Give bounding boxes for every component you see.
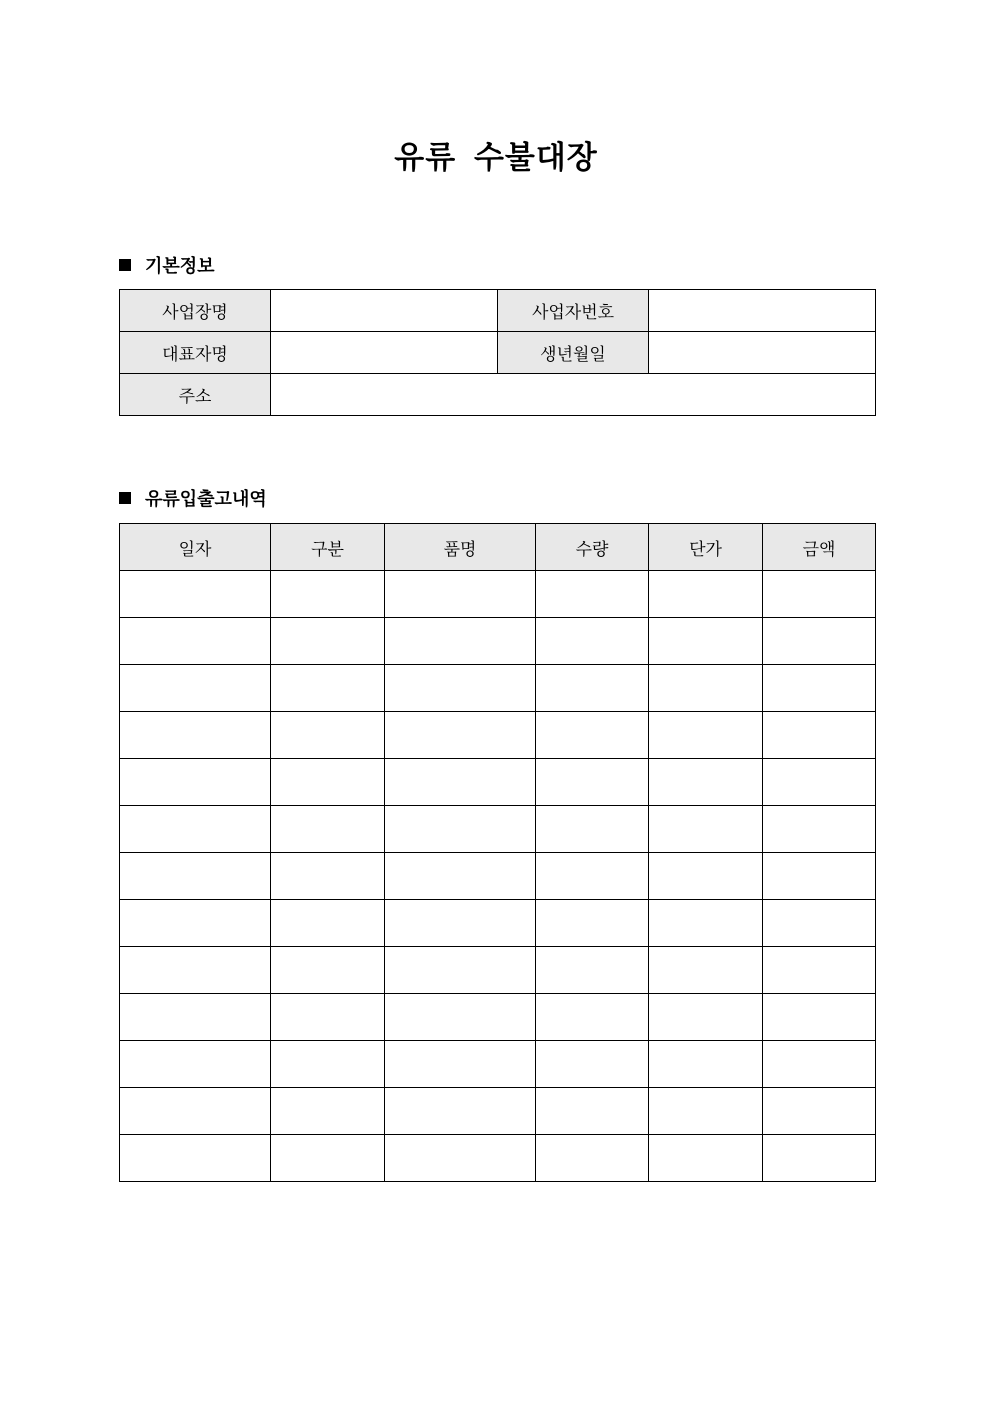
- cell-type[interactable]: [271, 571, 385, 618]
- cell-type[interactable]: [271, 759, 385, 806]
- table-row: [120, 618, 876, 665]
- cell-type[interactable]: [271, 665, 385, 712]
- business-number-field[interactable]: [649, 290, 876, 332]
- table-row: [120, 900, 876, 947]
- ledger-heading: [119, 486, 267, 510]
- info-row-business: [120, 290, 876, 332]
- cell-amount[interactable]: [763, 1041, 876, 1088]
- cell-amount[interactable]: [763, 900, 876, 947]
- cell-unit-price[interactable]: [649, 994, 763, 1041]
- cell-date[interactable]: [120, 1088, 271, 1135]
- cell-type[interactable]: [271, 947, 385, 994]
- cell-date[interactable]: [120, 665, 271, 712]
- table-row: [120, 759, 876, 806]
- cell-date[interactable]: [120, 806, 271, 853]
- cell-date[interactable]: [120, 571, 271, 618]
- cell-quantity[interactable]: [536, 806, 649, 853]
- table-row: [120, 947, 876, 994]
- cell-date[interactable]: [120, 618, 271, 665]
- cell-unit-price[interactable]: [649, 900, 763, 947]
- cell-unit-price[interactable]: [649, 665, 763, 712]
- square-bullet-icon: [119, 259, 131, 271]
- cell-amount[interactable]: [763, 947, 876, 994]
- cell-item[interactable]: [385, 1041, 536, 1088]
- birthdate-field[interactable]: [649, 332, 876, 374]
- table-row: [120, 853, 876, 900]
- representative-field[interactable]: [271, 332, 498, 374]
- cell-amount[interactable]: [763, 853, 876, 900]
- cell-unit-price[interactable]: [649, 571, 763, 618]
- representative-label: 대표자명: [120, 332, 271, 374]
- cell-unit-price[interactable]: [649, 806, 763, 853]
- info-row-address: [120, 374, 876, 416]
- cell-date[interactable]: [120, 1135, 271, 1182]
- cell-amount[interactable]: [763, 806, 876, 853]
- cell-item[interactable]: [385, 947, 536, 994]
- cell-date[interactable]: [120, 1041, 271, 1088]
- cell-quantity[interactable]: [536, 712, 649, 759]
- cell-type[interactable]: [271, 900, 385, 947]
- cell-item[interactable]: [385, 994, 536, 1041]
- cell-item[interactable]: [385, 806, 536, 853]
- cell-type[interactable]: [271, 1135, 385, 1182]
- cell-amount[interactable]: [763, 1135, 876, 1182]
- cell-amount[interactable]: [763, 759, 876, 806]
- square-bullet-icon: [119, 492, 131, 504]
- cell-quantity[interactable]: [536, 618, 649, 665]
- cell-date[interactable]: [120, 994, 271, 1041]
- page-title: 유류 수불대장: [394, 140, 598, 176]
- cell-type[interactable]: [271, 853, 385, 900]
- cell-quantity[interactable]: [536, 571, 649, 618]
- cell-unit-price[interactable]: [649, 1135, 763, 1182]
- cell-quantity[interactable]: [536, 665, 649, 712]
- cell-date[interactable]: [120, 900, 271, 947]
- basic-info-heading: [119, 253, 215, 277]
- ledger-table: [119, 523, 876, 1182]
- table-row: [120, 994, 876, 1041]
- basic-info-table: [119, 289, 876, 416]
- cell-quantity[interactable]: [536, 1088, 649, 1135]
- cell-item[interactable]: [385, 1135, 536, 1182]
- cell-quantity[interactable]: [536, 947, 649, 994]
- table-row: [120, 665, 876, 712]
- column-header-amount: 금액: [763, 524, 876, 571]
- ledger-header-row: [120, 524, 876, 571]
- cell-amount[interactable]: [763, 994, 876, 1041]
- cell-item[interactable]: [385, 759, 536, 806]
- column-header-type: 구분: [271, 524, 385, 571]
- cell-amount[interactable]: [763, 665, 876, 712]
- cell-unit-price[interactable]: [649, 1041, 763, 1088]
- cell-item[interactable]: [385, 665, 536, 712]
- cell-unit-price[interactable]: [649, 1088, 763, 1135]
- cell-unit-price[interactable]: [649, 618, 763, 665]
- cell-amount[interactable]: [763, 571, 876, 618]
- table-row: [120, 1135, 876, 1182]
- cell-item[interactable]: [385, 1088, 536, 1135]
- column-header-item: 품명: [385, 524, 536, 571]
- cell-quantity[interactable]: [536, 853, 649, 900]
- basic-info-heading-label: 기본정보: [145, 256, 215, 277]
- cell-date[interactable]: [120, 853, 271, 900]
- cell-amount[interactable]: [763, 618, 876, 665]
- cell-date[interactable]: [120, 947, 271, 994]
- cell-type[interactable]: [271, 1088, 385, 1135]
- business-name-label: 사업장명: [120, 290, 271, 332]
- birthdate-label: 생년월일: [498, 332, 649, 374]
- address-label: 주소: [120, 374, 271, 416]
- cell-item[interactable]: [385, 712, 536, 759]
- column-header-quantity: 수량: [536, 524, 649, 571]
- cell-amount[interactable]: [763, 712, 876, 759]
- cell-item[interactable]: [385, 853, 536, 900]
- table-row: [120, 712, 876, 759]
- cell-item[interactable]: [385, 618, 536, 665]
- cell-quantity[interactable]: [536, 900, 649, 947]
- cell-item[interactable]: [385, 900, 536, 947]
- cell-quantity[interactable]: [536, 1135, 649, 1182]
- cell-quantity[interactable]: [536, 994, 649, 1041]
- table-row: [120, 1041, 876, 1088]
- cell-date[interactable]: [120, 759, 271, 806]
- cell-item[interactable]: [385, 571, 536, 618]
- business-number-label: 사업자번호: [498, 290, 649, 332]
- cell-unit-price[interactable]: [649, 759, 763, 806]
- cell-unit-price[interactable]: [649, 947, 763, 994]
- table-row: [120, 806, 876, 853]
- cell-date[interactable]: [120, 712, 271, 759]
- table-row: [120, 571, 876, 618]
- cell-type[interactable]: [271, 712, 385, 759]
- cell-quantity[interactable]: [536, 759, 649, 806]
- cell-type[interactable]: [271, 806, 385, 853]
- ledger-heading-label: 유류입출고내역: [145, 489, 267, 510]
- column-header-unit-price: 단가: [649, 524, 763, 571]
- table-row: [120, 1088, 876, 1135]
- business-name-field[interactable]: [271, 290, 498, 332]
- cell-type[interactable]: [271, 994, 385, 1041]
- address-field[interactable]: [271, 374, 876, 416]
- cell-type[interactable]: [271, 618, 385, 665]
- info-row-representative: [120, 332, 876, 374]
- ledger-body: [120, 571, 876, 1182]
- cell-type[interactable]: [271, 1041, 385, 1088]
- cell-unit-price[interactable]: [649, 853, 763, 900]
- column-header-date: 일자: [120, 524, 271, 571]
- cell-amount[interactable]: [763, 1088, 876, 1135]
- cell-quantity[interactable]: [536, 1041, 649, 1088]
- cell-unit-price[interactable]: [649, 712, 763, 759]
